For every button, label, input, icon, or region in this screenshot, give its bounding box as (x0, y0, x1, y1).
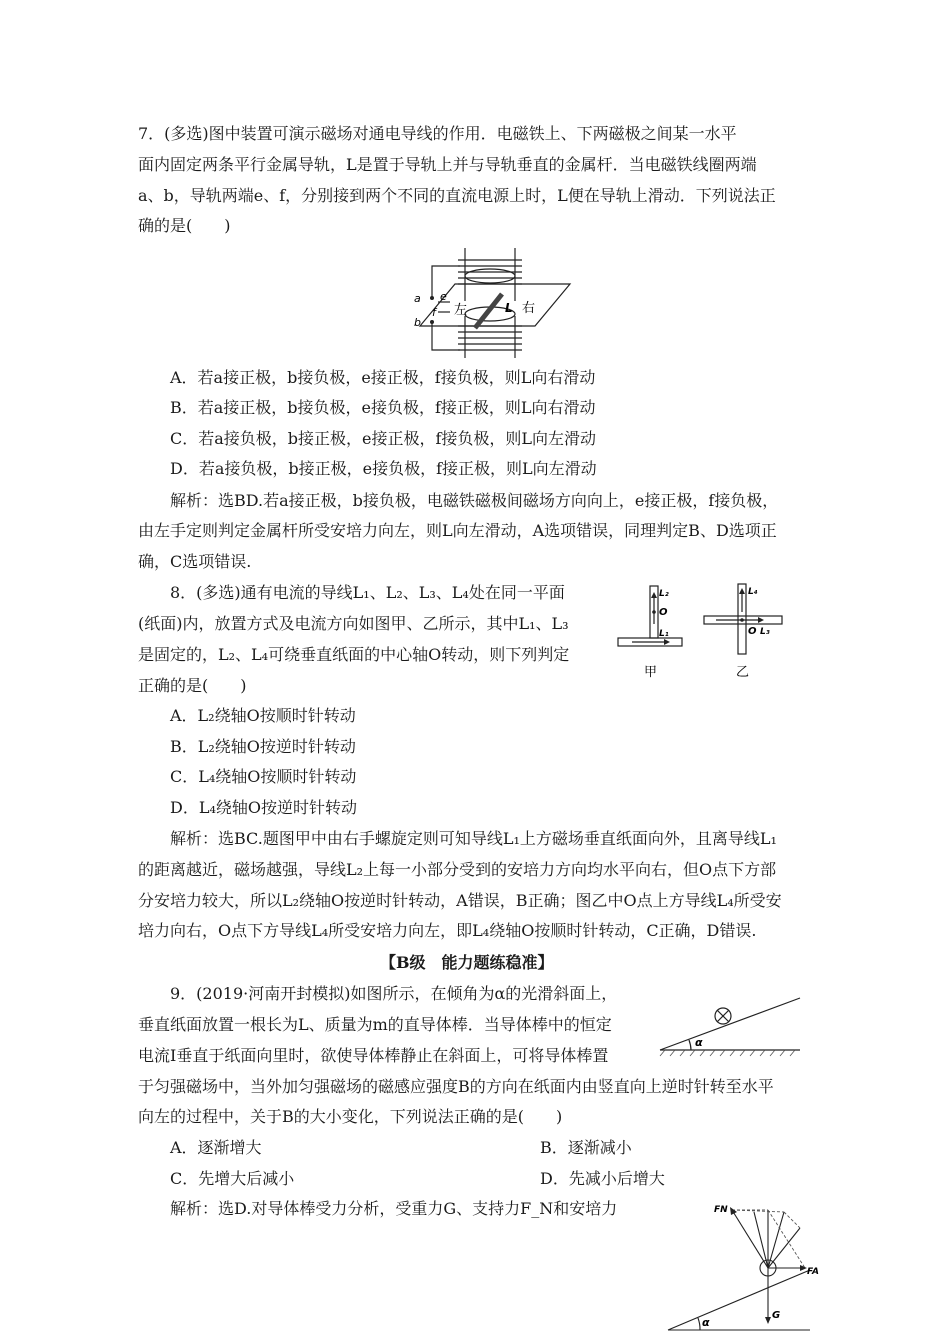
q9-line-2: 垂直纸面放置一根长为L、质量为m的直导体棒．当导体棒中的恒定 (138, 1015, 612, 1034)
label-alpha-2: α (702, 1316, 710, 1329)
q9-analysis-1: 解析：选D.对导体棒受力分析，受重力G、支持力F_N和安培力 (170, 1199, 618, 1218)
q9-option-b: B．逐渐减小 (540, 1138, 632, 1157)
section-heading: 【B级 能力题练稳准】 (380, 953, 554, 972)
q7-line-2: 面内固定两条平行金属导轨，L是置于导轨上并与导轨垂直的金属杆．当电磁铁线圈两端 (138, 155, 757, 174)
q7-analysis-2: 由左手定则判定金属杆所受安培力向左，则L向左滑动，A选项错误，同理判定B、D选项正 (138, 521, 777, 540)
q8-option-d: D．L₄绕轴O按逆时针转动 (170, 798, 357, 817)
q7-option-d: D．若a接负极，b接正极，e接负极，f接正极，则L向左滑动 (170, 459, 597, 478)
q7-line-1: 7．(多选)图中装置可演示磁场对通电导线的作用．电磁铁上、下两磁极之间某一水平 (138, 124, 737, 143)
q9-force-figure (660, 1198, 820, 1338)
q8-line-4: 正确的是( ) (138, 676, 247, 695)
q8-option-c: C．L₄绕轴O按顺时针转动 (170, 767, 357, 786)
q7-figure (410, 246, 580, 361)
q8-line-1: 8．(多选)通有电流的导线L₁、L₂、L₃、L₄处在同一平面 (170, 583, 565, 602)
label-O-yi: O (748, 626, 757, 637)
q8-option-a: A．L₂绕轴O按顺时针转动 (170, 706, 356, 725)
q8-figure (612, 582, 792, 682)
q7-analysis-1: 解析：选BD.若a接正极，b接负极，电磁铁磁极间磁场方向向上，e接正极，f接负极， (170, 491, 779, 510)
label-FN: FN (714, 1205, 728, 1215)
q8-analysis-4: 培力向右，O点下方导线L₄所受安培力向左，即L₄绕轴O按顺时针转动，C正确，D错误. (138, 921, 757, 940)
q7-option-b: B．若a接正极，b接负极，e接负极，f接正极，则L向右滑动 (170, 398, 596, 417)
q7-line-4: 确的是( ) (138, 216, 231, 235)
q9-line-3: 电流I垂直于纸面向里时，欲使导体棒静止在斜面上，可将导体棒置 (138, 1046, 609, 1065)
label-L2: L₂ (659, 589, 669, 599)
label-alpha: α (695, 1036, 703, 1049)
label-G: G (772, 1310, 781, 1321)
label-b: b (414, 316, 421, 329)
q8-line-3: 是固定的，L₂、L₄可绕垂直纸面的中心轴O转动，则下列判定 (138, 645, 570, 664)
q9-option-c: C．先增大后减小 (170, 1169, 295, 1188)
label-f: f (432, 306, 436, 319)
label-left: 左 (454, 303, 468, 318)
q7-option-c: C．若a接负极，b接正极，e接正极，f接负极，则L向左滑动 (170, 429, 597, 448)
q8-line-2: (纸面)内，放置方式及电流方向如图甲、乙所示，其中L₁、L₃ (138, 614, 569, 633)
q9-line-1: 9．(2019·河南开封模拟)如图所示，在倾角为α的光滑斜面上， (170, 984, 618, 1003)
q7-analysis-3: 确，C选项错误. (138, 552, 252, 571)
q9-figure (655, 990, 805, 1060)
label-L3: L₃ (760, 627, 770, 637)
q8-analysis-3: 分安培力较大，所以L₂绕轴O按逆时针转动，A错误，B正确；图乙中O点上方导线L₄所受安 (138, 891, 782, 910)
label-L1: L₁ (659, 629, 669, 639)
label-a: a (414, 292, 421, 305)
label-L4: L₄ (748, 587, 758, 597)
q9-option-d: D．先减小后增大 (540, 1169, 665, 1188)
q7-line-3: a、b，导轨两端e、f，分别接到两个不同的直流电源上时，L便在导轨上滑动．下列说法正 (138, 186, 776, 205)
label-yi: 乙 (736, 665, 750, 680)
label-L: L (505, 301, 513, 315)
label-right: 右 (522, 301, 536, 316)
q8-option-b: B．L₂绕轴O按逆时针转动 (170, 737, 356, 756)
label-jia: 甲 (644, 665, 658, 680)
label-e: e (440, 290, 447, 303)
q9-line-5: 向左的过程中，关于B的大小变化，下列说法正确的是( ) (138, 1107, 563, 1126)
q8-analysis-2: 的距离越近，磁场越强，导线L₂上每一小部分受到的安培力方向均水平向右，但O点下方部 (138, 860, 777, 879)
q8-analysis-1: 解析：选BC.题图甲中由右手螺旋定则可知导线L₁上方磁场垂直纸面向外，且离导线L₁ (170, 829, 777, 848)
q9-option-a: A．逐渐增大 (170, 1138, 262, 1157)
label-FA: FA (807, 1267, 819, 1277)
q9-line-4: 于匀强磁场中，当外加匀强磁场的磁感应强度B的方向在纸面内由竖直向上逆时针转至水平 (138, 1077, 774, 1096)
label-O-jia: O (659, 607, 668, 618)
q7-option-a: A．若a接正极，b接负极，e接正极，f接负极，则L向右滑动 (170, 368, 596, 387)
